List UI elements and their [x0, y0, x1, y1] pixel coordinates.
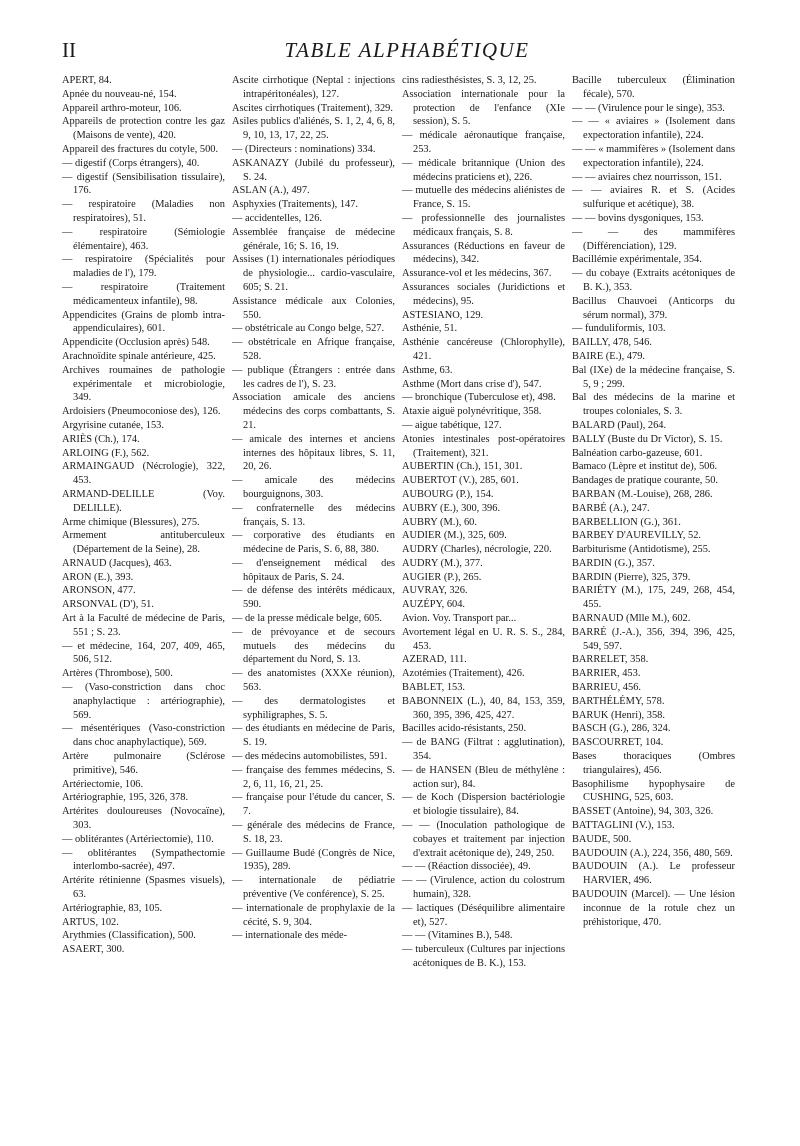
index-entry: Ardoisiers (Pneumoconiose des), 126. [62, 406, 221, 418]
index-entry: — — (Virulence pour le singe), 353. [572, 102, 725, 114]
index-entry: ARTUS, 102. [62, 916, 119, 928]
index-entry: Assurance-vol et les médecins, 367. [402, 268, 552, 280]
index-entry: — corporative des étudiants en médecine de Paris, S. 6, 88, 380. [232, 530, 395, 556]
index-entry: Artères (Thrombose), 500. [62, 668, 173, 680]
index-entry: Artériectomie, 106. [62, 778, 144, 790]
index-entry: Art à la Faculté de médecine de Paris, 551 ; S. 23. [62, 613, 225, 638]
index-entry: BAUDOUIN (A.), 224, 356, 480, 569. [572, 847, 733, 859]
index-entry: BARDIN (Pierre), 325, 379. [572, 571, 691, 583]
index-entry: BAUDOUIN (Marcel). — Une lésion inconnue de la rotule chez un préhistorique, 470. [572, 889, 735, 928]
index-entry: AUBERTIN (Ch.), 151, 301. [402, 461, 523, 473]
index-entry: cins radiesthésistes, S. 3, 12, 25. [402, 75, 537, 86]
index-entry: BAUDOUIN (A.). Le professeur HARVIER, 496. [572, 861, 735, 887]
index-entry: Bases thoraciques (Ombres triangulaires), 456. [572, 751, 735, 776]
index-entry: — respiratoire (Spécialités pour maladies de l'), 179. [62, 254, 225, 280]
index-entry: — — « aviaires » (Isolement dans expectoration infantile), 224. [572, 116, 735, 142]
index-column-2 [232, 74, 395, 1134]
index-entry: Bacilles acido-résistants, 250. [402, 723, 527, 735]
index-entry: BAIRE (E.), 479. [572, 350, 646, 362]
index-entry: — et médecine, 164, 207, 409, 465, 506, 512. [62, 640, 225, 666]
index-entry: — oblitérantes (Artériectomie), 110. [62, 833, 214, 845]
index-entry: — professionnelle des journalistes médicaux français, S. 8. [402, 212, 565, 238]
index-entry: ARSONVAL (D'), 51. [62, 599, 154, 611]
index-entry: — française pour l'étude du cancer, S. 7. [232, 792, 395, 818]
index-column-3 [402, 74, 565, 1134]
index-entry: Asthénie, 51. [402, 323, 458, 335]
index-entry: AZERAD, 111. [402, 654, 467, 666]
index-entry: Bacillémie expérimentale, 354. [572, 254, 702, 266]
index-entry: Association internationale pour la protection de l'enfance (XIe session), S. 5. [402, 88, 565, 128]
index-entry: Assurances sociales (Juridictions et médecins), 95. [402, 281, 565, 307]
index-entry: BARNAUD (Mlle M.), 602. [572, 613, 691, 625]
index-entry: Appareils de protection contre les gaz (Maisons de vente), 420. [62, 116, 225, 142]
running-title: TABLE ALPHABÉTIQUE [284, 38, 530, 62]
index-entry: — de HANSEN (Bleu de méthylène : action sur), 84. [402, 764, 565, 790]
index-entry: Balnéation carbo-gazeuse, 601. [572, 447, 703, 459]
index-entry: — — aviaires chez nourrisson, 151. [572, 171, 722, 183]
index-entry: Ataxie aiguë polynévritique, 358. [402, 406, 542, 418]
index-entry: — d'enseignement médical des hôpitaux de Paris, S. 24. [232, 557, 395, 583]
index-entry: APERT, 84. [62, 75, 112, 86]
index-entry: — internationale des méde- [232, 930, 348, 942]
index-entry: Arythmies (Classification), 500. [62, 930, 196, 942]
index-entry: Artérites douloureuses (Novocaïne), 303. [62, 806, 225, 832]
index-entry: Basophilisme hypophysaire de CUSHING, 525, 603. [572, 778, 735, 804]
index-entry: Atonies intestinales post-opératoires (Traitement), 321. [402, 433, 565, 459]
index-entry: Argyrisine cutanée, 153. [62, 419, 164, 431]
index-entry: Bacillus Chauvoei (Anticorps du sérum normal), 379. [572, 295, 735, 321]
index-entry: AUBRY (E.), 300, 396. [402, 502, 501, 514]
index-entry: BALARD (Paul), 264. [572, 419, 667, 431]
index-entry: — (Directeurs : nominations) 334. [232, 143, 376, 155]
index-entry: — digestif (Corps étrangers), 40. [62, 157, 200, 169]
index-entry: BARUK (Henri), 358. [572, 709, 665, 721]
index-columns [62, 74, 752, 1136]
index-entry: BARBAN (M.-Louise), 268, 286. [572, 488, 713, 500]
index-entry: Artérite rétinienne (Spasmes visuels), 63. [62, 875, 225, 901]
index-entry: — digestif (Sensibilisation tissulaire), 176. [62, 171, 225, 197]
index-entry: Asthme (Mort dans crise d'), 547. [402, 378, 542, 390]
index-entry: Avion. Voy. Transport par... [402, 613, 517, 625]
index-entry: Azotémies (Traitement), 426. [402, 668, 525, 680]
index-entry: BARIÉTY (M.), 175, 249, 268, 454, 455. [572, 585, 735, 611]
index-entry: AUGIER (P.), 265. [402, 571, 482, 583]
index-entry: Bamaco (Lèpre et institut de), 506. [572, 461, 718, 473]
index-entry: ARMAND-DELILLE (Voy. DELILLE). [62, 488, 225, 514]
index-entry: Appendicites (Grains de plomb intra-appendiculaires), 601. [62, 309, 225, 335]
index-entry: — lactiques (Déséquilibre alimentaire et), 527. [402, 902, 565, 928]
index-entry: — respiratoire (Sémiologie élémentaire), 463. [62, 226, 225, 252]
index-entry: Barbiturisme (Antidotisme), 255. [572, 544, 711, 556]
index-entry: — amicale des internes et anciens internes des hôpitaux libres, S. 11, 20, 26. [232, 433, 395, 473]
index-entry: — confraternelle des médecins français, S. 13. [232, 502, 395, 528]
index-entry: BALLY (Buste du Dr Victor), S. 15. [572, 433, 723, 445]
index-entry: — générale des médecins de France, S. 18, 23. [232, 820, 395, 845]
index-entry: — internationale de pédiatrie préventive (Ve conférence), S. 25. [232, 875, 395, 901]
index-entry: — de défense des intérêts médicaux, 590. [232, 585, 395, 611]
index-entry: Assises (1) internationales périodiques de physiologie... cardio-vasculaire, 605; S. 21. [232, 254, 395, 293]
index-entry: — — bovins dysgoniques, 153. [572, 212, 704, 224]
index-entry: — médicale aéronautique française, 253. [402, 130, 565, 155]
index-entry: — mésentériques (Vaso-constriction dans choc anaphylactique), 569. [62, 723, 225, 749]
index-entry: — médicale britannique (Union des médecins praticiens et), 226. [402, 157, 565, 183]
index-entry: — obstétricale en Afrique française, 528. [232, 337, 395, 362]
index-entry: Appendicite (Occlusion après) 548. [62, 337, 210, 349]
index-entry: AUDIER (M.), 325, 609. [402, 530, 507, 542]
index-entry: AUBERTOT (V.), 285, 601. [402, 475, 519, 487]
index-entry: — oblitérantes (Sympathectomie interlombo-sacrée), 497. [62, 847, 225, 873]
index-entry: Appareil des fractures du cotyle, 500. [62, 143, 219, 155]
index-entry: — des dermatologistes et syphiligraphes, S. 5. [232, 695, 395, 721]
index-entry: BAILLY, 478, 546. [572, 337, 652, 349]
index-entry: — des anatomistes (XXXe réunion), 563. [232, 668, 395, 694]
index-entry: BARDIN (G.), 357. [572, 557, 655, 569]
page-header [62, 38, 752, 66]
index-entry: Artériographie, 83, 105. [62, 902, 163, 914]
index-entry: Armement antituberculeux (Département de la Seine), 28. [62, 530, 225, 556]
index-entry: Bal (IXe) de la médecine française, S. 5, 9 ; 299. [572, 364, 735, 390]
index-entry: — internationale de prophylaxie de la cécité, S. 9, 304. [232, 902, 395, 928]
index-entry: — tuberculeux (Cultures par injections acétoniques de B. K.), 153. [402, 944, 565, 969]
index-entry: — bronchique (Tuberculose et), 498. [402, 392, 556, 404]
index-entry: — respiratoire (Traitement médicamenteux infantile), 98. [62, 281, 225, 307]
index-entry: Artère pulmonaire (Sclérose primitive), 546. [62, 751, 225, 776]
index-entry: — publique (Étrangers : entrée dans les cadres de l'), S. 23. [232, 364, 395, 390]
index-entry: AUVRAY, 326. [402, 585, 468, 597]
index-entry: — de prévoyance et de secours mutuels des médecins du département du Nord, S. 13. [232, 626, 395, 666]
index-entry: — de BANG (Filtrat : agglutination), 354. [402, 737, 565, 763]
index-entry: — obstétricale au Congo belge, 527. [232, 323, 385, 335]
index-column-4 [572, 74, 735, 1134]
index-entry: Arachnoïdite spinale antérieure, 425. [62, 350, 216, 362]
index-entry: — mutuelle des médecins aliénistes de France, S. 15. [402, 185, 565, 211]
index-entry: BABLET, 153. [402, 682, 466, 694]
index-entry: — amicale des médecins bourguignons, 303. [232, 475, 395, 500]
index-entry: BABONNEIX (L.), 40, 84, 153, 359, 360, 395, 396, 425, 427. [402, 695, 565, 721]
index-entry: ARON (E.), 393. [62, 571, 134, 583]
index-entry: ASTESIANO, 129. [402, 309, 484, 321]
index-entry: BARBÉ (A.), 247. [572, 502, 650, 514]
index-entry: BASCH (G.), 286, 324. [572, 723, 671, 735]
index-entry: Apnée du nouveau-né, 154. [62, 88, 177, 100]
index-entry: ASAERT, 300. [62, 944, 125, 956]
index-entry: Ascites cirrhotiques (Traitement), 329. [232, 102, 393, 114]
index-entry: BATTAGLINI (V.), 153. [572, 820, 675, 832]
index-entry: ASLAN (A.), 497. [232, 185, 310, 197]
index-entry: Asthme, 63. [402, 364, 453, 376]
index-entry: BARRIEU, 456. [572, 682, 641, 694]
index-entry: ARMAINGAUD (Nécrologie), 322, 453. [62, 461, 225, 487]
index-entry: Avortement légal en U. R. S. S., 284, 453. [402, 626, 565, 652]
index-entry: AUBRY (M.), 60. [402, 516, 477, 528]
index-entry: — — (Vitamines B.), 548. [402, 930, 513, 942]
index-entry: — — « mammifères » (Isolement dans expectoration infantile), 224. [572, 143, 735, 169]
index-entry: — du cobaye (Extraits acétoniques de B. K.), 353. [572, 268, 735, 293]
index-entry: AUBOURG (P.), 154. [402, 488, 494, 500]
index-entry: — française des femmes médecins, S. 2, 6, 11, 16, 21, 25. [232, 764, 395, 790]
index-entry: BARBEY D'AUREVILLY, 52. [572, 530, 701, 542]
index-entry: BARRELET, 358. [572, 654, 649, 666]
index-entry: — — (Virulence, action du colostrum humain), 328. [402, 875, 565, 901]
index-entry: — funduliformis, 103. [572, 323, 666, 335]
index-entry: — — aviaires R. et S. (Acides sulfurique et acétique), 38. [572, 185, 735, 211]
index-entry: BASCOURRET, 104. [572, 737, 664, 749]
index-entry: Assurances (Réductions en faveur de médecins), 342. [402, 240, 565, 266]
index-entry: — des médecins automobilistes, 591. [232, 751, 388, 763]
index-entry: AUDRY (M.), 377. [402, 557, 483, 569]
index-entry: BARRÉ (J.-A.), 356, 394, 396, 425, 549, 597. [572, 626, 735, 652]
index-entry: BAUDE, 500. [572, 833, 632, 845]
index-entry: — accidentelles, 126. [232, 212, 323, 224]
index-entry: ARNAUD (Jacques), 463. [62, 557, 172, 569]
index-entry: — de Koch (Dispersion bactériologie et biologie tissulaire), 84. [402, 792, 565, 818]
index-entry: — de la presse médicale belge, 605. [232, 613, 383, 625]
index-entry: Bandages de pratique courante, 50. [572, 475, 718, 487]
index-entry: ARLOING (F.), 562. [62, 447, 150, 459]
index-entry: AUZÉPY, 604. [402, 599, 466, 611]
index-entry: — respiratoire (Maladies non respiratoires), 51. [62, 199, 225, 224]
index-entry: — — (Réaction dissociée), 49. [402, 861, 531, 873]
index-entry: — Guillaume Budé (Congrès de Nice, 1935), 289. [232, 847, 395, 873]
index-entry: Asiles publics d'aliénés, S. 1, 2, 4, 6, 8, 9, 10, 13, 17, 22, 25. [232, 116, 395, 142]
index-entry: — — des mammifères (Différenciation), 129. [572, 226, 735, 252]
index-entry: ARIÈS (Ch.), 174. [62, 433, 140, 445]
page-number: II [62, 38, 76, 62]
index-entry: ASKANAZY (Jubilé du professeur), S. 24. [232, 157, 395, 183]
index-entry: ARONSON, 477. [62, 585, 136, 597]
index-entry: Artériographie, 195, 326, 378. [62, 792, 189, 804]
index-entry: BARTHÉLÉMY, 578. [572, 695, 665, 707]
index-entry: BASSET (Antoine), 94, 303, 326. [572, 806, 714, 818]
index-entry: Asphyxies (Traitements), 147. [232, 199, 359, 211]
index-column-1 [62, 74, 225, 1134]
index-entry: Bal des médecins de la marine et troupes coloniales, S. 3. [572, 392, 735, 418]
index-entry: BARBELLION (G.), 361. [572, 516, 681, 528]
index-entry: Assemblée française de médecine générale, 16; S. 16, 19. [232, 226, 395, 252]
index-entry: BARRIER, 453. [572, 668, 641, 680]
index-entry: — (Vaso-constriction dans choc anaphylactique : artériographie), 569. [62, 682, 225, 721]
index-entry: Association amicale des anciens médecins des corps combattants, S. 21. [232, 392, 395, 431]
index-entry: Ascite cirrhotique (Neptal : injections intrapéritonéales), 127. [232, 75, 395, 100]
index-entry: Arme chimique (Blessures), 275. [62, 516, 200, 528]
index-entry: Bacille tuberculeux (Élimination fécale), 570. [572, 75, 735, 100]
index-entry: Appareil arthro-moteur, 106. [62, 102, 182, 114]
index-entry: AUDRY (Charles), nécrologie, 220. [402, 544, 552, 556]
index-entry: Asthénie cancéreuse (Chlorophylle), 421. [402, 337, 565, 362]
index-entry: — — (Inoculation pathologique de cobayes et traitement par injection d'extrait acétonique de), 249, 250. [402, 820, 565, 859]
index-entry: Archives roumaines de pathologie expérimentale et microbiologie, 349. [62, 364, 225, 404]
index-entry: Assistance médicale aux Colonies, 550. [232, 295, 395, 321]
index-entry: — aigue tabétique, 127. [402, 419, 502, 431]
index-entry: — des étudiants en médecine de Paris, S. 19. [232, 723, 395, 749]
